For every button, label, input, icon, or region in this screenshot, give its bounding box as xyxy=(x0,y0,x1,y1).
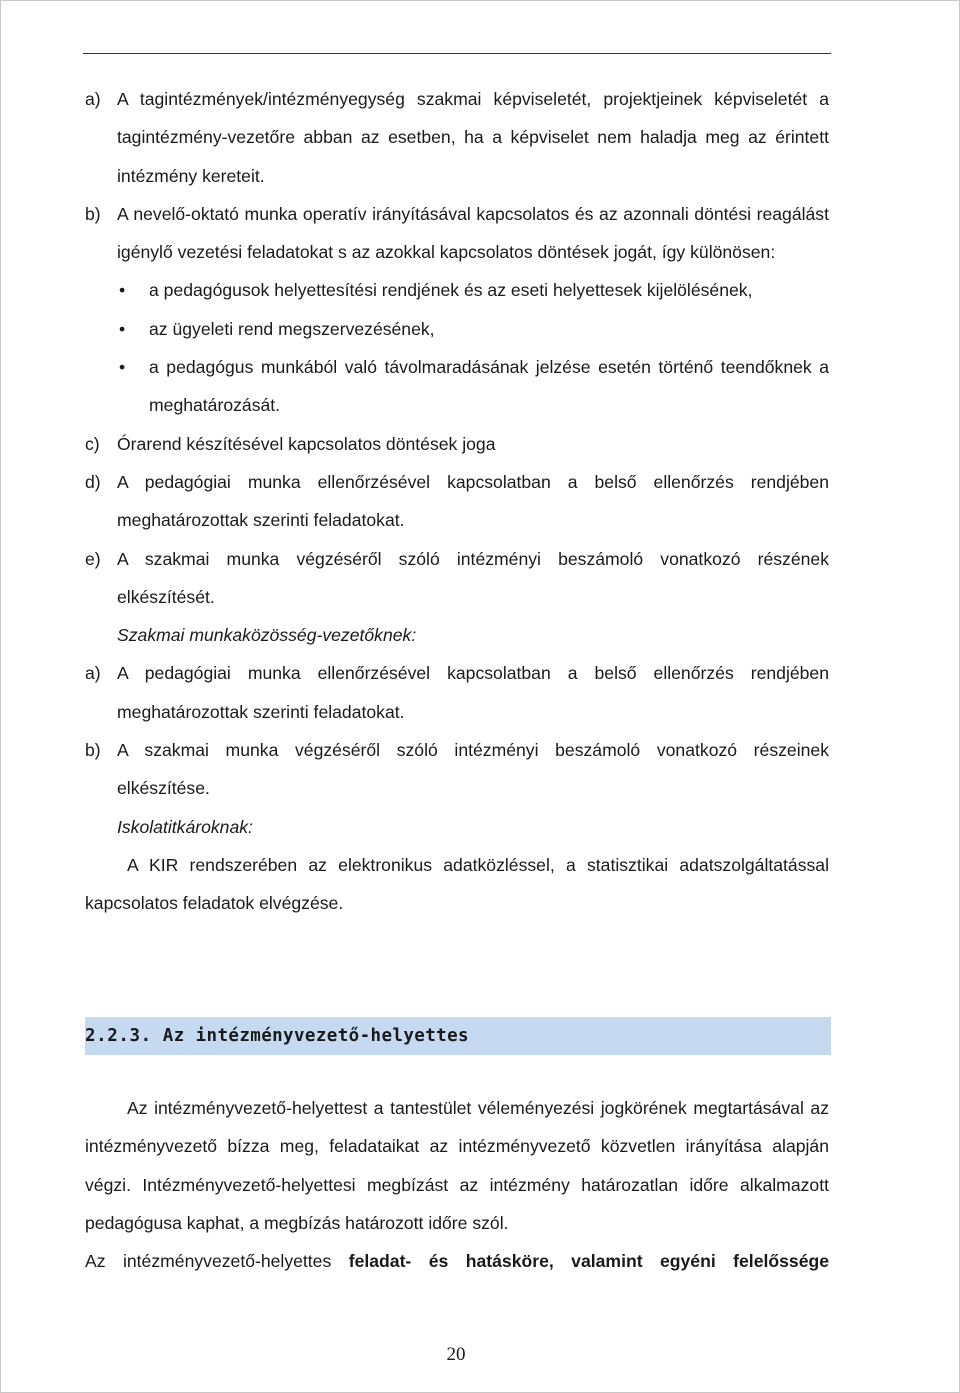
list-marker: a) xyxy=(85,663,101,684)
list-item-text: A tagintézmények/intézményegység szakmai képviseletét, projektjeinek képviseletét a tagintézmény-vezetőre abban az esetben, ha a képviselet nem haladja meg az érintett intézmény kereteit. xyxy=(117,89,829,186)
section-title-text: Az intézményvezető-helyettes xyxy=(162,1026,469,1046)
list-item-b-szakmai xyxy=(85,731,829,808)
list-marker: e) xyxy=(85,548,101,569)
paragraph-bold-text: feladat- és hatásköre, valamint egyéni felelőssége xyxy=(348,1251,830,1272)
bullet-item xyxy=(117,271,829,309)
page-number: 20 xyxy=(446,1344,466,1365)
list-item-d-ellenorzes xyxy=(85,463,829,540)
section-body xyxy=(85,1089,829,1280)
bullet-icon: • xyxy=(119,318,126,339)
list-marker: c) xyxy=(85,433,100,454)
list-item-text: A pedagógiai munka ellenőrzésével kapcsolatban a belső ellenőrzés rendjében meghatározottak szerinti feladatokat. xyxy=(117,471,829,531)
section-heading xyxy=(85,1017,469,1055)
bullet-text: a pedagógusok helyettesítési rendjének és az eseti helyettesek kijelölésének, xyxy=(149,280,753,301)
bullet-item xyxy=(117,348,829,425)
subheading-iskolatitkar: Iskolatitkároknak: xyxy=(117,816,253,837)
list-marker: b) xyxy=(85,740,101,761)
paragraph-helyettes-continued xyxy=(85,1242,829,1280)
list-item-text: A nevelő-oktató munka operatív irányításával kapcsolatos és az azonnali döntési reagálást igénylő vezetési feladatokat s az azokkal kapcsolatos döntések jogát, így különösen: xyxy=(117,203,829,263)
list-item-text: A pedagógiai munka ellenőrzésével kapcsolatban a belső ellenőrzés rendjében meghatározottak szerinti feladatokat. xyxy=(117,663,829,722)
paragraph-plain-text: Az intézményvezető-helyettes xyxy=(85,1251,332,1272)
list-item-c-orarend xyxy=(85,425,829,463)
header-rule xyxy=(83,53,831,54)
list-item-text: Órarend készítésével kapcsolatos döntések joga xyxy=(117,433,496,454)
bullet-text: az ügyeleti rend megszervezésének, xyxy=(149,318,435,339)
list-marker: b) xyxy=(85,203,101,224)
list-item-a-tagintezmeny xyxy=(85,80,829,195)
bullet-icon: • xyxy=(119,357,126,378)
list-marker: a) xyxy=(85,89,101,109)
bullet-item xyxy=(117,310,829,348)
list-item-a-szakmai xyxy=(85,654,829,731)
section-number: 2.2.3. xyxy=(85,1026,152,1046)
subheading-munkakozosseg: Szakmai munkaközösség-vezetőknek: xyxy=(117,625,417,646)
list-item-b-operativ xyxy=(85,195,829,272)
bullet-icon: • xyxy=(119,280,126,301)
list-item-e-beszamolo xyxy=(85,540,829,617)
paragraph-helyettes: Az intézményvezető-helyettest a tantestület véleményezési jogkörének megtartásával az intézményvezető bízza meg, feladataikat az intézményvezető közvetlen irányítása alapján végzi. Intézményvezető-helyettesi megbízást az intézmény határozatlan időre alkalmazott pedagógusa kaphat, a megbízás határozott időre szól. xyxy=(85,1098,829,1233)
list-item-text: A szakmai munka végzéséről szóló intézményi beszámoló vonatkozó részeinek elkészítése. xyxy=(117,740,829,799)
list-marker: d) xyxy=(85,471,101,492)
paragraph-iskolatitkar: A KIR rendszerében az elektronikus adatközléssel, a statisztikai adatszolgáltatással kapcsolatos feladatok elvégzése. xyxy=(85,854,829,914)
page-content xyxy=(85,80,829,923)
list-item-text: A szakmai munka végzéséről szóló intézményi beszámoló vonatkozó részének elkészítését. xyxy=(117,548,829,607)
bullet-text: a pedagógus munkából való távolmaradásának jelzése esetén történő teendőknek a meghatározását. xyxy=(149,357,829,416)
